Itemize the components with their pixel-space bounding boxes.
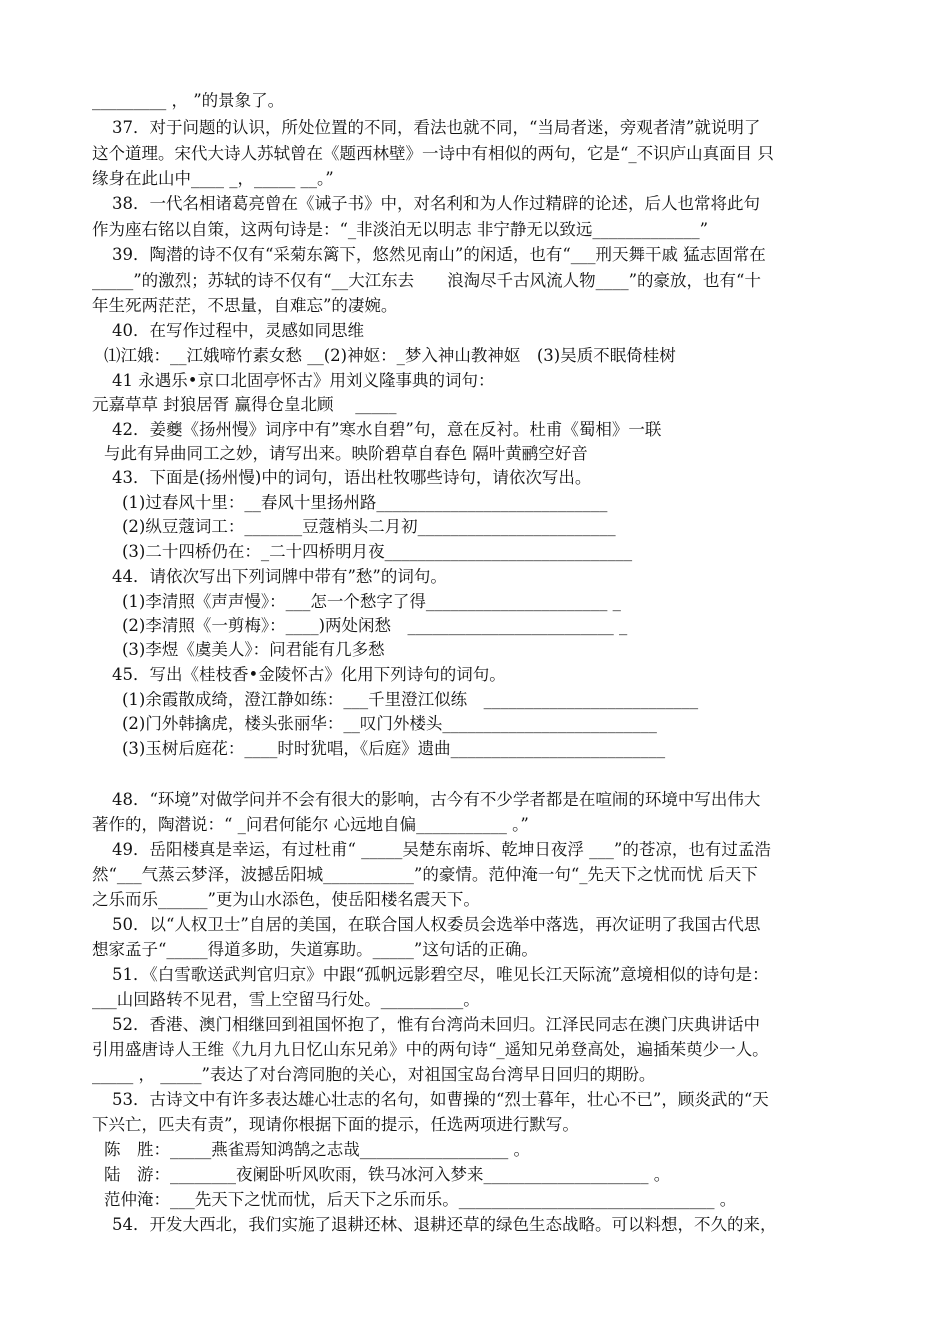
text-line: 这个道理。宋代大诗人苏轼曾在《题西林壁》一诗中有相似的两句，它是“_不识庐山真面目 只 <box>92 144 774 163</box>
text-line: (1)李清照《声声慢》：___怎一个愁字了得______________________ _ <box>122 592 621 611</box>
text-line: (2)门外韩擒虎，楼头张丽华：__叹门外楼头__________________________ <box>122 714 657 733</box>
text-line: (2)纵豆蔻词工：_______豆蔻梢头二月初________________________ <box>122 517 616 536</box>
text-line: ___山回路转不见君，雪上空留马行处。__________。 <box>92 990 480 1009</box>
text-line: (3)李煜《虞美人》：问君能有几多愁 <box>122 640 385 659</box>
text-line: 42．姜夔《扬州慢》词序中有”寒水自碧”句，意在反衬。杜甫《蜀相》一联 <box>112 420 662 439</box>
text-line: (2)李清照《一剪梅》：____)两处闲愁 _________________________ _ <box>122 616 628 635</box>
text-line: _________ ， ”的景象了。 <box>92 91 285 110</box>
text-line: 54．开发大西北，我们实施了退耕还林、退耕还草的绿色生态战略。可以料想，不久的来， <box>112 1215 777 1234</box>
text-line: 51．《白雪歌送武判官归京》中跟“孤帆远影碧空尽，唯见长江天际流”意境相似的诗句是： <box>112 965 769 984</box>
text-line: 53．古诗文中有许多表达雄心壮志的名句，如曹操的“烈士暮年，壮心不已”，顾炎武的“天 <box>112 1090 769 1109</box>
text-line: (3)玉树后庭花：____时时犹唱，《后庭》遗曲__________________________ <box>122 739 666 758</box>
text-line: 37．对于问题的认识，所处位置的不同，看法也就不同，“当局者迷，旁观者清”就说明了 <box>112 118 761 137</box>
text-line: 50．以“人权卫士”自居的美国，在联合国人权委员会选举中落选，再次证明了我国古代思 <box>112 915 761 934</box>
text-line: 43．下面是(扬州慢)中的词句，语出杜牧哪些诗句，请依次写出。 <box>112 468 592 487</box>
text-line: 49．岳阳楼真是幸运，有过杜甫“ _____吴楚东南坼、乾坤日夜浮 ___”的苍凉，也有过孟浩 <box>112 840 771 859</box>
text-line: 想家孟子“_____得道多助，失道寡助。_____”这句话的正确。 <box>92 940 538 959</box>
text-line: 52．香港、澳门相继回到祖国怀抱了，惟有台湾尚未回归。江泽民同志在澳门庆典讲话中 <box>112 1015 760 1034</box>
text-line: 48．“环境”对做学问并不会有很大的影响，古今有不少学者都是在喧闹的环境中写出伟大 <box>112 790 761 809</box>
text-line: 陈 胜：_____燕雀焉知鸿鹄之志哉__________________ 。 <box>104 1140 530 1159</box>
text-line: 41 永遇乐•京口北固亭怀古》用刘义隆事典的词句： <box>112 371 495 390</box>
text-line: 40．在写作过程中，灵感如同思维 <box>112 321 364 340</box>
text-line: 44．请依次写出下列词牌中带有”愁”的词句。 <box>112 567 447 586</box>
text-line: 之乐而乐______”更为山水添色，使岳阳楼名震天下。 <box>92 890 480 909</box>
text-line: (3)二十四桥仍在：_二十四桥明月夜______________________________ <box>122 542 633 561</box>
text-line: 作为座右铭以自策，这两句诗是：“_非淡泊无以明志 非宁静无以致远_____________” <box>92 220 709 239</box>
text-line: ⑴江娥：__江娥啼竹素女愁 __(2)神妪：_梦入神山教神妪 (3)吴质不眠倚桂树 <box>104 346 676 365</box>
text-line: (1)余霞散成绮，澄江静如练：___千里澄江似练 __________________________ <box>122 690 699 709</box>
text-line: 引用盛唐诗人王维《九月九日忆山东兄弟》中的两句诗“_遥知兄弟登高处，遍插茱萸少一人。 <box>92 1040 769 1059</box>
text-line: 然“___气蒸云梦泽，波撼岳阳城___________”的豪情。范仲淹一句“_先天下之忧而忧 后天下 <box>92 865 758 884</box>
text-line: 39．陶潜的诗不仅有“采菊东篱下，悠然见南山”的闲适，也有“___刑天舞干戚 猛志固常在 <box>112 245 766 264</box>
text-line: 缘身在此山中____ _，_____ __。” <box>92 169 334 188</box>
text-line: 元嘉草草 封狼居胥 赢得仓皇北顾 _____ <box>92 395 397 414</box>
text-line: 与此有异曲同工之妙，请写出来。映阶碧草自春色 隔叶黄鹂空好音 <box>104 444 588 463</box>
text-line: 范仲淹：___先天下之忧而忧，后天下之乐而乐。_______________________________ 。 <box>104 1190 737 1209</box>
text-line: _____ ， _____”表达了对台湾同胞的关心，对祖国宝岛台湾早日回归的期盼。 <box>92 1065 656 1084</box>
text-line: (1)过春风十里：__春风十里扬州路____________________________ <box>122 493 608 512</box>
text-line: 38．一代名相诸葛亮曾在《诫子书》中，对名利和为人作过精辟的论述，后人也常将此句 <box>112 194 760 213</box>
text-line: 45．写出《桂枝香•金陵怀古》化用下列诗句的词句。 <box>112 665 506 684</box>
text-line: 陆 游：________夜阑卧听风吹雨，铁马冰河入梦来____________________ 。 <box>104 1165 671 1184</box>
text-line: 年生死两茫茫，不思量，自难忘”的凄婉。 <box>92 296 398 315</box>
text-line: 下兴亡，匹夫有责”，现请你根据下面的提示，任选两项进行默写。 <box>92 1115 579 1134</box>
text-line: 著作的，陶潜说：“ _问君何能尔 心远地自偏___________ 。” <box>92 815 529 834</box>
text-line: _____”的激烈；苏轼的诗不仅有“__大江东去 浪淘尽千古风流人物____”的豪放，也有“十 <box>92 271 761 290</box>
